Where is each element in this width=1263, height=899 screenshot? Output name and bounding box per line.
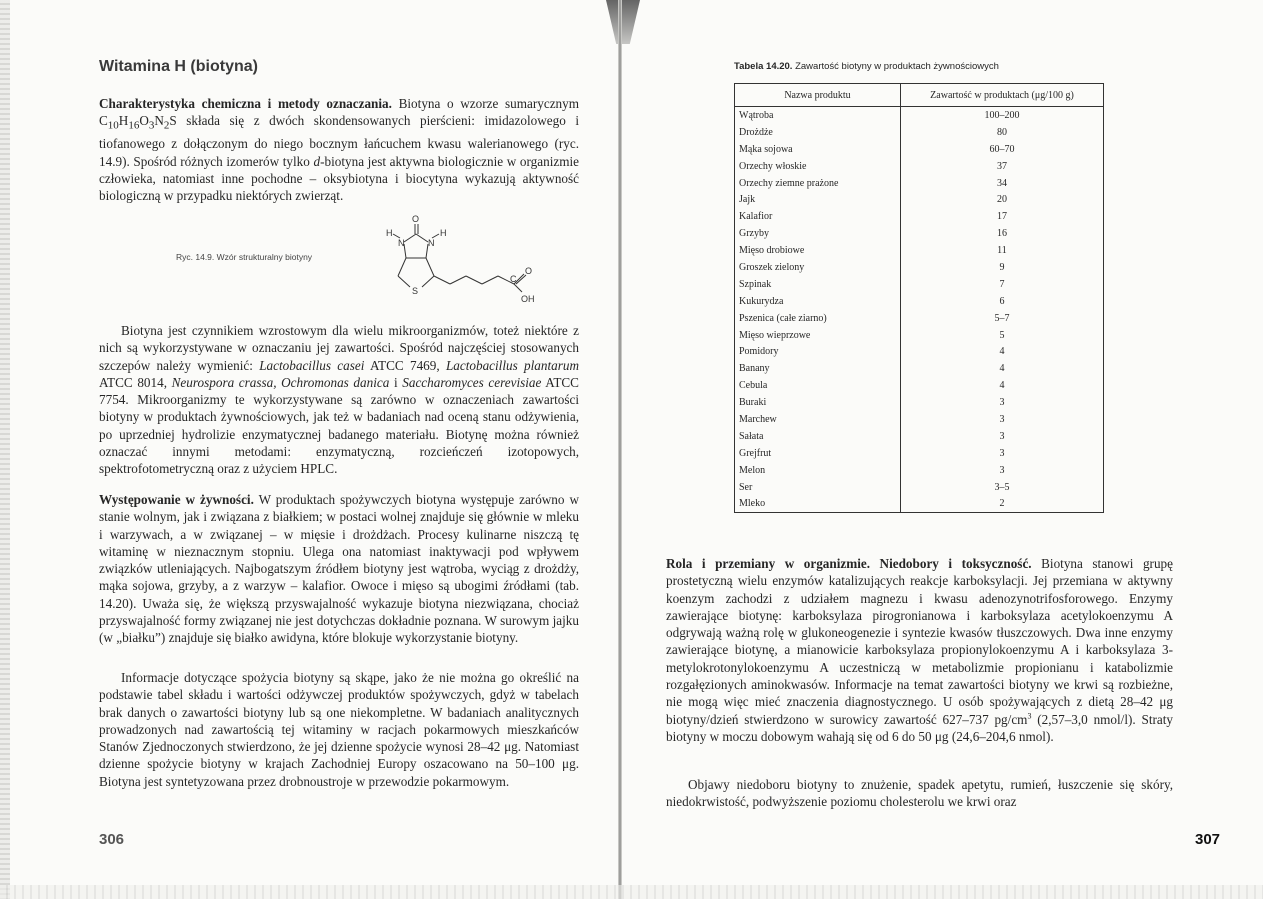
paragraph-lead: Rola i przemiany w organizmie. Niedobory i toksyczność. — [666, 556, 1032, 571]
italic-run: Saccharomyces cerevisiae — [402, 374, 542, 390]
paragraph-chemistry — [99, 95, 579, 204]
paragraph-microbiology — [99, 322, 579, 478]
unit-run: μg — [562, 756, 576, 772]
page-number-right: 307 — [1195, 831, 1221, 848]
table-row — [735, 445, 1104, 462]
table-title-label: Tabela 14.20. — [734, 61, 793, 72]
paragraph-deficiency: Objawy niedoboru biotyny to znużenie, spadek apetytu, rumień, łuszczenie się skóry, niedokrwistość, podwyższenie poziomu cholesterolu we krwi oraz — [666, 777, 1173, 810]
column-header: Zawartość w produktach (μg/100 g) — [901, 84, 1104, 107]
formula-el: O — [139, 113, 149, 129]
table-body — [735, 107, 1104, 513]
table-row — [735, 479, 1104, 496]
product-name-cell: Orzechy ziemne prażone — [735, 175, 901, 192]
biotin-value-cell: 3 — [999, 413, 1005, 425]
atom-n-right: N — [428, 238, 435, 248]
product-name-cell: Szpinak — [735, 276, 901, 293]
biotin-content-table — [734, 83, 1104, 513]
biotin-value-cell: 3 — [999, 397, 1005, 409]
page-edge-bottom — [0, 885, 1263, 899]
biotin-value-cell: 37 — [997, 160, 1007, 172]
product-name-cell: Pszenica (całe ziarno) — [735, 310, 901, 327]
unit-run: μg — [934, 728, 949, 744]
table-row — [735, 242, 1104, 259]
product-name-cell: Melon — [735, 462, 901, 479]
formula-el: H — [118, 113, 129, 129]
biotin-value-cell: 5–7 — [994, 312, 1010, 324]
text-run: Biotyna stanowi grupę prostetyczną wielu enzymów katalizujących reakcje karboksylacji. Jej przemiana w aktywny koenzym zachodzi z udziałem magnezu i kwasu adenozynotrifosforowego. Enzymy zawierające biotynę: karboksylaza pirogronianowa i karboksylaza acetylokoenzymu A odgrywają ważną rolę w glukoneogenezie i syntezie kwasów tłuszczowych. Dwa inne enzymy zawierające biotynę, a mianowicie karboksylaza propionylokoenzymu A i karboksylaza 3-metylokrotonylokoenzymu A uczestniczą w metabolizmie propionianu i katabolizmie rozgałęzionych aminokwasów. Informacje na temat zawartości biotyny we krwi są rozbieżne, nie mogą więc mieć znaczenia diagnostycznego. U osób spożywających z dietą 28–42 — [666, 556, 1173, 710]
biotin-value-cell: 20 — [997, 194, 1007, 206]
text-run: W produktach spożywczych biotyna występuje zarówno w stanie wolnym, jak i związana z białkiem; w postaci wolnej znajduje się głównie w mleku i warzywach, a w związanej – w mięsie i drożdżach. Procesy kulinarne niszczą tę witaminę w nieznacznym stopniu. Ulega ona natomiast inaktywacji pod wpływem związków utleniających. Najbogatszym źródłem biotyny jest wątroba, wyciąg z drożdży, mąka sojowa, grzyby, a z warzyw – kalafior. Owoce i mięso są ubogimi źródłami (tab. 14.20). Uważa się, że większą przyswajalność wykazuje biotyna niezwiązana, chociaż przyswajalność formy związanej nie jest dotychczas dokładnie poznana. W surowym jajku (w „białku”) znajduje się białko awidyna, które blokuje wykorzystanie biotyny. — [99, 492, 579, 646]
product-name-cell: Groszek zielony — [735, 259, 901, 276]
text-run: Biotyna o wzorze sumarycznym C — [99, 96, 579, 129]
formula-el: S — [169, 113, 177, 129]
product-name-cell: Mąka sojowa — [735, 141, 901, 158]
table-row — [735, 327, 1104, 344]
product-name-cell: Mleko — [735, 495, 901, 512]
unit-run: μg — [1159, 694, 1173, 710]
biotin-value-cell: 34 — [997, 177, 1007, 189]
table-row — [735, 107, 1104, 124]
table-row — [735, 394, 1104, 411]
table-row — [735, 462, 1104, 479]
table-row — [735, 343, 1104, 360]
biotin-value-cell: 2 — [901, 495, 1104, 512]
text-run: biotyny/dzień stwierdzono w surowicy zawartość 627–737 pg/cm — [666, 711, 1028, 727]
table-row — [735, 310, 1104, 327]
product-name-cell: Kalafior — [735, 208, 901, 225]
product-name-cell: Mięso drobiowe — [735, 242, 901, 259]
table-row — [735, 124, 1104, 141]
biotin-value-cell: 3 — [999, 464, 1005, 476]
biotin-value-cell: 9 — [999, 261, 1005, 273]
table-row — [735, 495, 1104, 512]
table-row — [735, 428, 1104, 445]
biotin-value-cell: 80 — [997, 126, 1007, 138]
atom-h-left: H — [386, 228, 393, 238]
biotin-value-cell: 100–200 — [984, 109, 1020, 121]
italic-run: d — [313, 153, 321, 169]
product-name-cell: Kukurydza — [735, 293, 901, 310]
italic-run: Neurospora crassa, Ochromonas danica — [171, 374, 390, 390]
atom-o-acid: O — [525, 266, 533, 276]
table-title — [734, 61, 999, 72]
atom-n-left: N — [398, 238, 405, 248]
paragraph-lead: Charakterystyka chemiczna i metody oznaczania. — [99, 96, 392, 111]
product-name-cell: Buraki — [735, 394, 901, 411]
text-run: Biotyna jest czynnikiem wzrostowym dla wielu mikroorganizmów, toteż niektóre z nich są wykorzystywane w oznaczaniu jej zawartości. Spośród najczęściej stosowanych szczepów należy wymienić: — [99, 323, 579, 373]
table-row — [735, 158, 1104, 175]
product-name-cell: Ser — [735, 479, 901, 496]
product-name-cell: Jajk — [735, 191, 901, 208]
text-run: . Biotyna jest syntetyzowana przez drobnoustroje w przewodzie pokarmowym. — [99, 756, 579, 789]
text-run: Informacje dotyczące spożycia biotyny są skąpe, jako że nie można go określić na podstawie tabel składu i wartości odżywczej produktów spożywczych, gdyż w tabelach brak danych o zawartości biotyny lub są one niekompletne. W badaniach analitycznych prowadzonych nad zawartością tej witaminy w racjach pokarmowych mieszkańców Stanów Zjednoczonych stwierdzono, że jej dzienne spożycie wynosi 28–42 — [99, 670, 579, 755]
table-row — [735, 141, 1104, 158]
biotin-value-cell: 5 — [999, 329, 1005, 341]
text-run: ATCC 7469, — [364, 357, 446, 373]
table-row — [735, 377, 1104, 394]
italic-run: Lactobacillus casei — [259, 357, 365, 373]
table-row — [735, 293, 1104, 310]
table-row — [735, 175, 1104, 192]
biotin-value-cell: 60–70 — [989, 143, 1015, 155]
table-row — [735, 411, 1104, 428]
biotin-value-cell: 11 — [997, 245, 1007, 257]
formula-sub: 16 — [128, 119, 140, 132]
biotin-structure-diagram — [368, 212, 548, 307]
atom-c-acid: C — [510, 274, 517, 284]
formula-sub: 3 — [148, 119, 155, 132]
table-row — [735, 276, 1104, 293]
product-name-cell: Orzechy włoskie — [735, 158, 901, 175]
product-name-cell: Grzyby — [735, 225, 901, 242]
text-run: ATCC 7754. Mikroorganizmy te wykorzystywane są zarówno w oznaczeniach zawartości biotyny w produktach żywnościowych, jak też w badaniach nad oceną stanu odżywienia, po uprzedniej hydrolizie enzymatycznej badanego materiału. Biotynę można również oznaczać innymi metodami: enzymatyczną, rozcieńczeń izotopowych, spektrofotometryczną oraz z użyciem HPLC. — [99, 374, 579, 477]
paragraph-occurrence — [99, 491, 579, 647]
formula-el: N — [154, 113, 164, 129]
table-row — [735, 191, 1104, 208]
table-row — [735, 225, 1104, 242]
figure-caption: Ryc. 14.9. Wzór strukturalny biotyny — [176, 252, 313, 262]
text-run: -biotyna jest aktywna biologicznie w organizmie człowieka, natomiast inne pochodne – oksybiotyna i biocytyna wykazują aktywność biologiczną w przypadku niektórych zwierząt. — [99, 153, 579, 204]
atom-oh: OH — [521, 294, 535, 304]
product-name-cell: Marchew — [735, 411, 901, 428]
product-name-cell: Wątroba — [735, 107, 901, 124]
product-name-cell: Sałata — [735, 428, 901, 445]
biotin-structure-figure — [170, 212, 580, 312]
biotin-value-cell: 7 — [999, 278, 1005, 290]
paragraph-role — [666, 555, 1173, 745]
biotin-value-cell: 3–5 — [994, 481, 1010, 493]
text-run: składa się z dwóch skondensowanych pierścieni: imidazolowego i tiofanowego z dołączonym do niego bocznym łańcuchem kwasu walerianowego (ryc. 14.9). Spośród różnych izomerów tylko — [99, 113, 579, 169]
text-run: (2,57–3,0 nmol/l). Straty biotyny w moczu dobowym wahają się od 6 do 50 — [666, 711, 1173, 744]
paragraph-intake — [99, 669, 579, 790]
text-run: i — [389, 374, 403, 390]
text-run: . Natomiast dzienne spożycie biotyny w krajach Zachodniej Europy oszacowano na 50–100 — [99, 739, 579, 772]
biotin-value-cell: 16 — [997, 228, 1007, 240]
product-name-cell: Mięso wieprzowe — [735, 327, 901, 344]
atom-s: S — [412, 286, 419, 296]
page-number-left: 306 — [99, 831, 125, 848]
paragraph-lead: Występowanie w żywności. — [99, 492, 254, 507]
biotin-value-cell: 4 — [999, 346, 1005, 358]
product-name-cell: Drożdże — [735, 124, 901, 141]
table-title-text: Zawartość biotyny w produktach żywnościowych — [792, 61, 999, 72]
product-name-cell: Grejfrut — [735, 445, 901, 462]
section-heading: Witamina H (biotyna) — [99, 58, 258, 75]
product-name-cell: Pomidory — [735, 343, 901, 360]
table-row — [735, 259, 1104, 276]
biotin-value-cell: 3 — [999, 447, 1005, 459]
biotin-value-cell: 4 — [999, 380, 1005, 392]
biotin-value-cell: 3 — [999, 430, 1005, 442]
text-run: (24,6–204,6 nmol). — [948, 728, 1054, 744]
superscript: 3 — [1027, 711, 1032, 721]
biotin-value-cell: 4 — [999, 363, 1005, 375]
italic-run: Lactobacillus plantarum — [445, 357, 579, 373]
unit-run: μg — [504, 739, 518, 755]
biotin-value-cell: 17 — [997, 211, 1007, 223]
table-header-row — [735, 84, 1104, 107]
atom-o-top: O — [412, 214, 420, 224]
formula-sub: 10 — [107, 119, 119, 132]
table-row — [735, 208, 1104, 225]
product-name-cell: Cebula — [735, 377, 901, 394]
text-run: ATCC 8014, — [99, 374, 172, 390]
biotin-value-cell: 6 — [999, 295, 1005, 307]
product-name-cell: Banany — [735, 360, 901, 377]
column-header: Nazwa produktu — [735, 84, 901, 107]
atom-h-right: H — [440, 228, 447, 238]
table-row — [735, 360, 1104, 377]
formula-sub: 2 — [163, 119, 170, 132]
left-page — [0, 0, 622, 899]
